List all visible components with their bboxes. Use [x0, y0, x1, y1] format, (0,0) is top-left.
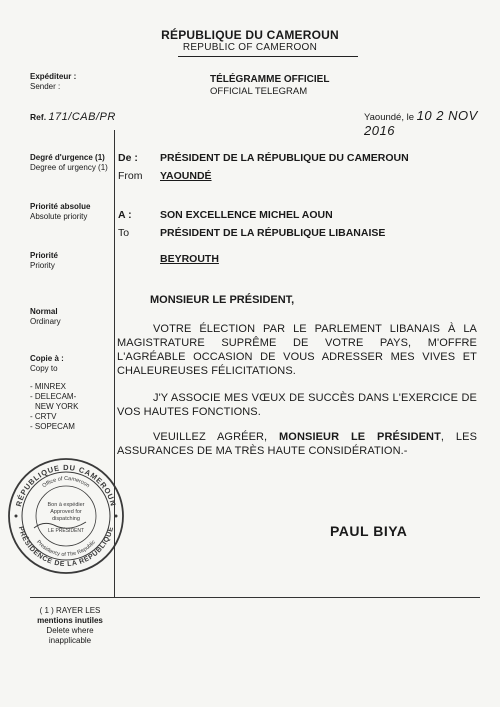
seal-center-2: Approved for	[50, 509, 82, 515]
paragraph-3-start: VEUILLEZ AGRÉER,	[153, 431, 280, 443]
priority-en: Priority	[30, 261, 55, 270]
copy-item: - MINREX	[30, 382, 66, 391]
normal-label	[30, 307, 61, 327]
paragraph-1: VOTRE ÉLECTION PAR LE PARLEMENT LIBANAIS À LA MAGISTRATURE SUPRÊME DE VOTRE PAYS, M'OFFRE L'AGRÉABLE OCCASION DE VOUS ADRESSER MES VIVES ET CHALEUREUSES FÉLICITATIONS.	[117, 323, 477, 377]
footnote-line: mentions inutiles	[37, 616, 103, 625]
header-underline	[178, 56, 358, 57]
to-key-fr: A :	[118, 209, 132, 221]
to-line-3: BEYROUTH	[160, 253, 219, 265]
copy-to-label	[30, 354, 64, 374]
place-label: Yaoundé, le	[364, 112, 415, 123]
from-line-2: YAOUNDÉ	[160, 170, 212, 182]
footnote-line: ( 1 ) RAYER LES	[39, 606, 101, 615]
ref-number: 171/CAB/PR	[48, 111, 116, 123]
seal-center-1: Bon à expédier	[47, 502, 85, 508]
copy-to-fr: Copie à :	[30, 354, 64, 363]
footnote	[30, 606, 110, 646]
urgency-label-fr: Degré d'urgence (1)	[30, 153, 105, 162]
footnote-line: inapplicable	[48, 636, 92, 645]
copy-item: - SOPECAM	[30, 422, 75, 431]
seal-inner-top: Office of Cameroon	[41, 475, 91, 490]
paragraph-3-bold: MONSIEUR LE PRÉSIDENT	[279, 431, 441, 443]
svg-text:RÉPUBLIQUE DU CAMEROUN	[14, 463, 118, 507]
absolute-priority-fr: Priorité absolue	[30, 202, 91, 211]
copy-list	[30, 382, 78, 432]
sender-label-fr: Expéditeur :	[30, 72, 77, 81]
to-line-2: PRÉSIDENT DE LA RÉPUBLIQUE LIBANAISE	[160, 227, 386, 239]
sender-label-en: Sender :	[30, 82, 61, 91]
telegram-title-fr: TÉLÉGRAMME OFFICIEL	[210, 74, 330, 85]
paragraph-2: J'Y ASSOCIE MES VŒUX DE SUCCÈS DANS L'EXERCICE DE VOS HAUTES FONCTIONS.	[117, 392, 477, 418]
absolute-priority-en: Absolute priority	[30, 212, 88, 221]
seal-center-3: dispatching	[52, 516, 80, 522]
reference	[30, 112, 116, 122]
horizontal-separator	[30, 597, 480, 598]
urgency-label	[30, 153, 108, 173]
paragraph-3-end: , LES ASSURANCES DE MA TRÈS HAUTE CONSIDÉRATION.-	[117, 431, 478, 457]
copy-item: - DELECAM-	[30, 392, 77, 401]
priority-label	[30, 251, 58, 271]
from-key-fr: De :	[118, 152, 138, 164]
from-line-1: PRÉSIDENT DE LA RÉPUBLIQUE DU CAMEROUN	[160, 152, 409, 164]
copy-item: NEW YORK	[35, 402, 79, 411]
seal-inner-bottom: Presidency of The Republic	[35, 539, 97, 559]
republic-title-en: REPUBLIC OF CAMEROON	[182, 42, 318, 53]
signature-name: PAUL BIYA	[330, 523, 408, 539]
to-key-en: To	[118, 227, 130, 239]
copy-to-en: Copy to	[30, 364, 58, 373]
urgency-label-en: Degree of urgency (1)	[30, 163, 108, 172]
telegram-title-en: OFFICIAL TELEGRAM	[210, 86, 308, 97]
from-block	[118, 148, 409, 184]
seal-outer-bottom: PRÉSIDENCE DE LA RÉPUBLIQUE	[16, 525, 116, 569]
paragraph-3	[117, 430, 477, 458]
sender-label	[30, 72, 76, 92]
republic-title-fr: RÉPUBLIQUE DU CAMEROUN	[161, 28, 339, 42]
ref-label: Ref.	[30, 112, 47, 122]
place-date	[364, 108, 500, 138]
normal-fr: Normal	[30, 307, 58, 316]
absolute-priority-label	[30, 202, 90, 222]
seal-center-4: LE PRÉSIDENT	[47, 528, 85, 534]
normal-en: Ordinary	[30, 317, 61, 326]
from-key-en: From	[118, 170, 143, 182]
to-block	[118, 205, 385, 267]
footnote-line: Delete where	[46, 626, 94, 635]
copy-item: - CRTV	[30, 412, 57, 421]
date-stamp: 10 2 NOV 2016	[364, 108, 478, 138]
vertical-separator	[114, 130, 115, 597]
svg-text:Office of Cameroon	[42, 476, 91, 489]
to-line-1: SON EXCELLENCE MICHEL AOUN	[160, 209, 333, 221]
priority-fr: Priorité	[30, 251, 59, 260]
seal-outer-top: RÉPUBLIQUE DU CAMEROUN	[14, 463, 118, 508]
presidential-seal	[6, 456, 126, 576]
salutation: MONSIEUR LE PRÉSIDENT,	[150, 294, 295, 306]
